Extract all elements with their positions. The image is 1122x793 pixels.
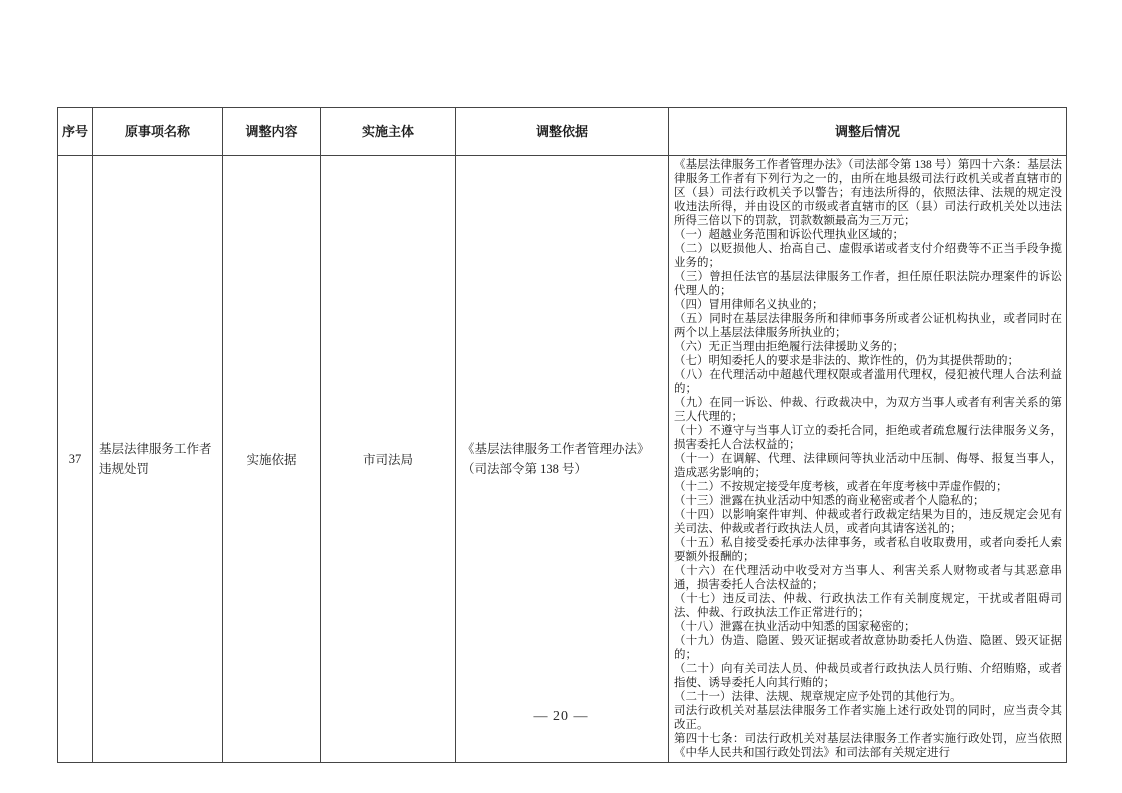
- post-adjustment-paragraph: （五）同时在基层法律服务所和律师事务所或者公证机构执业，或者同时在两个以上基层法律服务所执业的；: [674, 313, 1062, 339]
- post-adjustment-paragraph: （三）曾担任法官的基层法律服务工作者，担任原任职法院办理案件的诉讼代理人的；: [674, 271, 1062, 297]
- post-adjustment-paragraph: （四）冒用律师名义执业的；: [674, 299, 824, 311]
- post-adjustment-paragraph: （十五）私自接受委托承办法律事务，或者私自收取费用，或者向委托人索要额外报酬的；: [674, 537, 1062, 563]
- post-adjustment-paragraph: 司法行政机关对基层法律服务工作者实施上述行政处罚的同时，应当责令其改正。: [674, 705, 1062, 731]
- cell-adjustment-basis: 《基层法律服务工作者管理办法》（司法部令第 138 号）: [456, 156, 669, 763]
- cell-implementing-body: 市司法局: [321, 156, 456, 763]
- post-adjustment-paragraph: （十二）不按规定接受年度考核，或者在年度考核中弄虚作假的；: [674, 481, 1008, 493]
- post-adjustment-paragraph: （十三）泄露在执业活动中知悉的商业秘密或者个人隐私的；: [674, 495, 985, 507]
- cell-serial-number: 37: [58, 156, 93, 763]
- header-original-item-name: 原事项名称: [93, 108, 223, 156]
- post-adjustment-paragraph: （二）以贬损他人、抬高自己、虚假承诺或者支付介绍费等不正当手段争揽业务的；: [674, 243, 1062, 269]
- cell-adjustment-content: 实施依据: [223, 156, 321, 763]
- post-adjustment-paragraph: （十八）泄露在执业活动中知悉的国家秘密的；: [674, 621, 916, 633]
- post-adjustment-paragraph: （九）在同一诉讼、仲裁、行政裁决中，为双方当事人或者有利害关系的第三人代理的；: [674, 397, 1062, 423]
- table-row: [58, 156, 1067, 763]
- post-adjustment-paragraph: （七）明知委托人的要求是非法的、欺诈性的，仍为其提供帮助的；: [674, 355, 1019, 367]
- cell-original-item-name: 基层法律服务工作者违规处罚: [93, 156, 223, 763]
- post-adjustment-paragraph: 第四十七条：司法行政机关对基层法律服务工作者实施行政处罚，应当依照《中华人民共和国行政处罚法》和司法部有关规定进行: [674, 733, 1062, 759]
- header-adjustment-basis: 调整依据: [456, 108, 669, 156]
- post-adjustment-paragraph: （十九）伪造、隐匿、毁灭证据或者故意协助委托人伪造、隐匿、毁灭证据的；: [674, 635, 1062, 661]
- post-adjustment-paragraph: （八）在代理活动中超越代理权限或者滥用代理权，侵犯被代理人合法利益的；: [674, 369, 1062, 395]
- header-post-adjustment-status: 调整后情况: [669, 108, 1067, 156]
- post-adjustment-paragraph: 《基层法律服务工作者管理办法》（司法部令第 138 号）第四十六条：基层法律服务工作者有下列行为之一的，由所在地县级司法行政机关或者直辖市的区（县）司法行政机关予以警告；有违法所得的，依照法律、法规的规定没收违法所得，并由设区的市级或者直辖市的区（县）司法行政机关处以违法所得三倍以下的罚款，罚款数额最高为三万元；: [674, 159, 1062, 227]
- table-header-row: [58, 108, 1067, 156]
- post-adjustment-paragraph: （十）不遵守与当事人订立的委托合同，拒绝或者疏怠履行法律服务义务，损害委托人合法权益的；: [674, 425, 1062, 451]
- post-adjustment-paragraph: （六）无正当理由拒绝履行法律援助义务的；: [674, 341, 904, 353]
- post-adjustment-paragraph: （十六）在代理活动中收受对方当事人、利害关系人财物或者与其恶意串通，损害委托人合法权益的；: [674, 565, 1062, 591]
- post-adjustment-paragraph: （十四）以影响案件审判、仲裁或者行政裁定结果为目的，违反规定会见有关司法、仲裁或者行政执法人员，或者向其请客送礼的；: [674, 509, 1062, 535]
- header-implementing-body: 实施主体: [321, 108, 456, 156]
- header-serial-number: 序号: [58, 108, 93, 156]
- post-adjustment-paragraph: （二十一）法律、法规、规章规定应予处罚的其他行为。: [674, 691, 962, 703]
- post-adjustment-paragraph: （十七）违反司法、仲裁、行政执法工作有关制度规定，干扰或者阻碍司法、仲裁、行政执法工作正常进行的；: [674, 593, 1062, 619]
- adjustment-items-table: [57, 107, 1067, 763]
- cell-post-adjustment-status: [669, 156, 1067, 763]
- header-adjustment-content: 调整内容: [223, 108, 321, 156]
- post-adjustment-paragraph: （二十）向有关司法人员、仲裁员或者行政执法人员行贿、介绍贿赂，或者指使、诱导委托人向其行贿的；: [674, 663, 1062, 689]
- post-adjustment-text: [674, 158, 1062, 760]
- post-adjustment-paragraph: （十一）在调解、代理、法律顾问等执业活动中压制、侮辱、报复当事人，造成恶劣影响的；: [674, 453, 1062, 479]
- post-adjustment-paragraph: （一）超越业务范围和诉讼代理执业区域的；: [674, 229, 904, 241]
- page-number: — 20 —: [533, 709, 589, 724]
